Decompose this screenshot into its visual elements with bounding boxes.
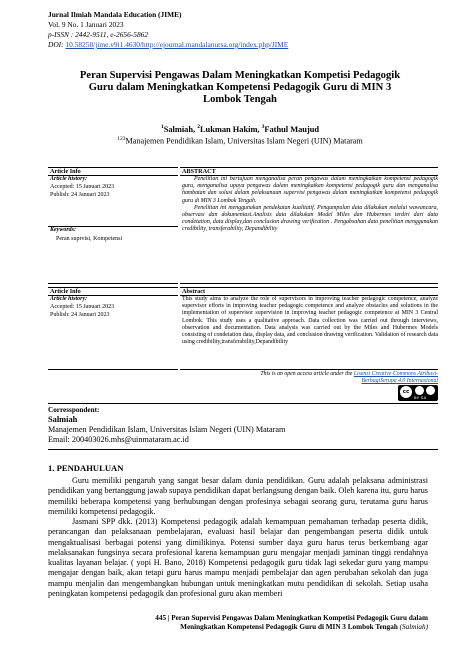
share-alike-icon bbox=[426, 386, 435, 395]
abstrak-paragraph-1: Penelitian ini bertujuan menganalisa peran pengawas dalam meningkatkan kompetensi pedagogik guru, menganalisa upaya pengawas dalam meningkatkan kompetensi pedagogik guru dan menganalisa hambatan dan solusi dalam pelaksanaan supervisi pengawas dalam meningkatkan kompetensi pedagogik guru di MIN 3 Lombok Tengah. bbox=[182, 176, 438, 204]
author-3-sup: 3 bbox=[261, 124, 265, 130]
footer-title-2: Meningkatkan Kompetensi Pedagogik Guru di MIN 3 Lombok Tengah bbox=[180, 623, 398, 631]
abstract-text bbox=[182, 296, 438, 346]
paper-title bbox=[40, 70, 440, 106]
cc-logo-icon: cc bbox=[400, 386, 412, 398]
accepted-date-en: Accepted: 15 Januari 2023 bbox=[50, 304, 115, 310]
article-info-heading: Article Info bbox=[50, 168, 81, 175]
page-footer: 445 | Peran Supervisi Pengawas Dalam Meningkatkan Kompetisi Pedagogik Guru dalam Meningkatkan Kompetensi Pedagogik Guru di MIN 3 Lombok Tengah (Salmiah) bbox=[155, 614, 428, 631]
section-body bbox=[48, 476, 428, 599]
license-link-1[interactable]: Lisensi Creative Commons Atribusi- bbox=[353, 371, 438, 377]
author-2-sup: 2 bbox=[197, 124, 200, 130]
abstrak-heading: ABSTRACT bbox=[182, 168, 216, 175]
keywords-label: Keywords: bbox=[50, 227, 76, 233]
abstract-heading: Abstract bbox=[182, 288, 206, 295]
doi-label: DOI: bbox=[48, 40, 64, 49]
body-paragraph-2: Jasmani SPP dkk. (2013) Kompetensi pedagogik adalah kemampuan pemahaman terhadap peserta didik, perancangan dan pelaksanaan pembelajaran, evaluasi hasil belajar dan pengembangan peserta didik untuk mengaktualisasi berbagai potensi yang dimilikinya. Potensi sumber daya guru harus terus berkembang agar melaksanakan fungsinya secara profesional karena kemampuan guru mengajar menjadi jaminan tinggi rendahnya kualitas layanan belajar. ( yopi H. Bano, 2018) Kompetensi pedagogik guru tidak lagi sekedar guru yang mampu mengajar dengan baik, akan tetapi guru harus mampu menjadi pembelajar dan agen perubahan sekolah dan juga mampu menjalin dan mengembangkan hubungan untuk meningkatkan mutu pendidikan di sekolah. Setiap usaha peningkatan kompetensi pedagogik dan profesional guru akan memberi bbox=[48, 517, 428, 598]
title-line-1: Peran Supervisi Pengawas Dalam Meningkatkan Kompetisi Pedagogik bbox=[79, 70, 401, 81]
footer-author: (Salmiah) bbox=[399, 623, 428, 631]
journal-header bbox=[48, 10, 288, 50]
article-info-heading-en: Article Info bbox=[50, 288, 81, 295]
journal-name: Jurnal Ilmiah Mandala Education (JIME) bbox=[48, 10, 182, 19]
correspondent-label: Corresspondent: bbox=[48, 406, 100, 414]
author-2: Lukman Hakim, bbox=[199, 124, 260, 134]
correspondent-email[interactable]: Email: 200403026.mhs@uinmataram.ac.id bbox=[48, 435, 189, 444]
body-paragraph-1: Guru memiliki pengaruh yang sangat besar dalam dunia pendidikan. Guru adalah pelaksana administrasi pendidikan yang bertanggung jawab supaya pendidikan dapat berlangsung dengan baik. Oleh karena itu, guru harus memiliki beberapa kompetensi yang berhubungan dengan profesinya sebagai seorang guru, terutama guru harus memiliki kompetensi pedagogik. bbox=[48, 476, 428, 516]
accepted-date: Accepted: 15 Januari 2023 bbox=[50, 184, 115, 190]
rule bbox=[48, 449, 438, 450]
journal-volume: Vol. 9 No. 1 Januari 2023 bbox=[48, 20, 124, 29]
license-text: This is an open access article under the bbox=[260, 371, 353, 377]
author-1-sup: 1 bbox=[160, 124, 164, 130]
rule bbox=[180, 287, 438, 288]
license-note bbox=[200, 371, 438, 385]
keywords: Peran suprvisi, Kompetensi bbox=[56, 236, 123, 242]
rule bbox=[48, 283, 178, 284]
publish-date: Publish: 24 Januari 2023 bbox=[50, 192, 110, 198]
correspondent-name: Salmiah bbox=[48, 415, 78, 424]
abstrak-paragraph-2: Penelitian ini menggunakan pendekatan kualitatif. Pengumpulan data dilakukan melalui wawancara, observasi dan dokumentasi.Analisis data dilakukan Model Miles dan Hubermes terdiri dari data condetation, data display,dan conclusion drawing verification . Pengabsahan data penelitian menggunakan credibility, transferability, Depandibility bbox=[182, 204, 438, 233]
author-3: Fathul Maujud bbox=[264, 124, 320, 134]
rule bbox=[180, 167, 438, 168]
rule bbox=[48, 403, 438, 404]
affiliation-sup: 123 bbox=[117, 136, 126, 142]
publish-date-en: Publish: 24 Januari 2023 bbox=[50, 312, 110, 318]
journal-doi bbox=[48, 40, 288, 50]
badge-text: BY SA bbox=[414, 395, 427, 400]
cc-by-sa-badge[interactable] bbox=[398, 385, 438, 401]
author-list bbox=[40, 124, 440, 134]
page-number: 445 bbox=[155, 614, 167, 622]
correspondent-block bbox=[48, 405, 285, 445]
rule bbox=[180, 369, 438, 370]
section-heading: 1. PENDAHULUAN bbox=[48, 463, 124, 473]
abstract-paragraph: This study aims to analyze the role of supervisors in improving teacher pedagogic competence, analyze supervisor efforts in improving teacher pedagogic competence and analyze obstacles and solutions in the implementation of supervisor supervision in improving teacher pedagogic competence at MIN 3 Central Lombok. This study uses a qualitative approach. Data collection was carried out through interviews, observation and documentation. Data analysis was carried out by the Miles and Hubermes Models consisting of condetation data, display data, and conclusion drawing verification. Validation of research data using credibility,transferability,Depandibility bbox=[182, 296, 438, 346]
license-link-2[interactable]: BerbagiSerupa 4.0 Internasional bbox=[361, 378, 438, 384]
journal-issn: p-ISSN : 2442-9511, e-2656-5862 bbox=[48, 30, 149, 39]
affiliation bbox=[40, 136, 440, 146]
doi-link[interactable]: 10.58258/jime.v9i1.4630/http://ejournal.mandalanursa.org/index.php/JIME bbox=[65, 40, 289, 49]
title-line-3: Lombok Tengah bbox=[203, 94, 277, 105]
article-history-label: Article history: bbox=[50, 176, 88, 182]
rule bbox=[48, 369, 178, 370]
rule bbox=[180, 283, 438, 284]
correspondent-institution: Manajemen Pendidikan Islam, Universitas Islam Negeri (UIN) Mataram bbox=[48, 425, 286, 434]
abstrak-text bbox=[182, 176, 438, 234]
affiliation-text: Manajemen Pendidikan Islam, Universitas Islam Negeri (UIN) Mataram bbox=[125, 136, 363, 146]
author-1: Salmiah, bbox=[163, 124, 196, 134]
article-history-label-en: Article history: bbox=[50, 296, 88, 302]
title-line-2: Guru dalam Meningkatkan Kompetensi Pedagogik Guru di MIN 3 bbox=[88, 82, 392, 93]
attribution-icon bbox=[415, 386, 424, 395]
footer-title-1: Peran Supervisi Pengawas Dalam Meningkatkan Kompetisi Pedagogik Guru dalam bbox=[171, 614, 428, 622]
